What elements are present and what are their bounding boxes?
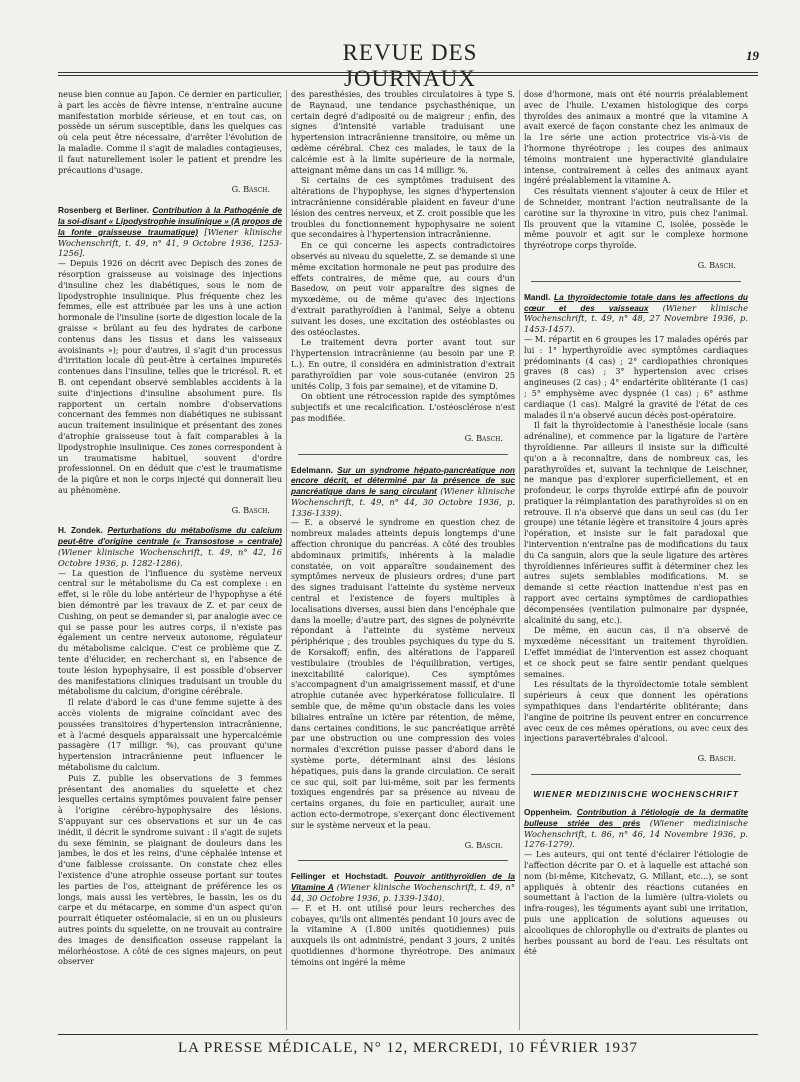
entry-authors: Rosenberg et Berliner. — [58, 205, 149, 216]
paragraph: — F. et H. ont utilisé pour leurs recherches des cobayes, qu'ils ont alimentés pendant 10 jours avec de la vitamine A (1.800 unités quotidiennes) puis auxquels ils ont administré, pendant 3 jours, 2 unités quotidiennes d'hormone thyréotrope. Des animaux témoins ont ingéré la même — [291, 903, 515, 967]
review-entry — [291, 465, 515, 851]
entry-reference: (Wiener klinische Wochenschrift, t. 49, n° 48, 27 Novembre 1936, p. 1453-1457). — [524, 302, 748, 335]
entry-reference: (Wiener medizinische Wochenschrift, t. 86, n° 46, 14 Novembre 1936, p. 1276-1279). — [524, 817, 748, 850]
paragraph: dose d'hormone, mais ont été nourris préalablement avec de l'huile. L'examen histologique des corps thyroïdes des animaux a montré que la vitamine A avait exercé de façon constante chez les animaux de la 1re série une action protectrice vis-à-vis de l'hormone thyréotrope ; les coupes des animaux témoins montraient une hyperactivité glandulaire intense, contrairement à celles des animaux ayant ingéré préalablement la vitamine A. — [524, 90, 748, 186]
paragraph: — Depuis 1926 on décrit avec Depisch des zones de résorption graisseuse au voisinage des injections d'insuline chez les diabétiques, sous le nom de lipodystrophie insulinique. Plus fréquente chez les femmes, elle est attribuée par les uns à une action hormonale de l'insuline (sorte de digestion locale de la graisse « brûlant au feu des hydrates de carbone contenus dans les tissus et dans les vaisseaux avoisinants »); pour d'autres, il s'agit d'un processus d'irritation locale dû peut-être à certaines impuretés contenues dans l'insuline, telles que le tricrésol. R. et B. ont cependant observé semblables accidents à la suite d'injections d'insuline absolument pure. Ils rapportent un certain nombre d'observations concernant des femmes non diabétiques ne subissant aucun traitement insulinique et présentant des zones d'atrophie graisseuse tout à fait comparables à la lipodystrophie insulinique. Ces zones correspondent à un traumatisme habituel, souvent d'ordre professionnel. On en déduit que c'est le traumatisme de la piqûre et non le corps injecté qui donnerait lieu au phénomène. — [58, 259, 282, 495]
entry-reference: (Wiener klinische Wochenschrift, t. 49, n° 42, 16 Octobre 1936, p. 1282-1286). — [58, 547, 282, 568]
column-3 — [524, 90, 748, 1030]
entry-divider — [298, 454, 508, 455]
header-rule-thin — [58, 75, 758, 76]
entry-heading — [291, 465, 515, 519]
entry-heading — [291, 871, 515, 903]
paragraph: Ces résultats viennent s'ajouter à ceux de Hiler et de Schneider, montrant l'action neutralisante de la carotine sur la thyroxine in vitro, puis chez l'animal. Ils prouvent que la vitamine C, isolée, possède le même pouvoir et agit sur le complexe hormone thyréotrope corps thyroïde. — [524, 187, 748, 251]
entry-authors: Oppenheim. — [524, 807, 572, 818]
column-1 — [58, 90, 282, 1030]
paragraph: Il fait la thyroïdectomie à l'anesthésie locale (sans adrénaline), et commence par la ligature de l'artère thyroïdienne. Par ailleurs il insiste sur la difficulté qu'on a à reconnaître, dans de nombreux cas, les parathyroïdes et, suivant la technique de Leischner, ne manque pas d'explorer superficiellement, et en profondeur, le corps thyroïde extirpé afin de pouvoir pratiquer la réimplantation des parathyroïdes si on en retrouve. Il n'a observé que dans un seul cas (du 1er groupe) une tétanie légère et transitoire 4 jours après l'opération, et insiste sur le fait paradoxal que l'intervention n'entraîne pas de modifications du taux du Ca sanguin, alors que la seule ligature des artères thyroïdiennes inférieures suffit à déterminer chez les autres sujets semblables modifications. M. se demande si cette réaction inattendue n'est pas en rapport avec certains symptômes de cardiopathies décompensées (ventilation pulmonaire par dyspnée, alcalinité du sang, etc.). — [524, 421, 748, 625]
entry-heading — [524, 292, 748, 335]
page-number: 19 — [746, 48, 759, 63]
author-signature: G. Basch. — [464, 432, 503, 443]
entry-divider — [531, 774, 741, 775]
paragraph: neuse bien connue au Japon. Ce dernier en particulier, à part les accès de fièvre intense, n'entraîne aucune manifestation morbide sérieuse, et en tout cas, on possède un sérum susceptible, dans les quelques cas où cela peut être nécessaire, d'arrêter l'évolution de la maladie. Comme il s'agit de maladies contagieuses, il faut naturellement isoler le patient et prendre les précautions d'usage. — [58, 90, 282, 175]
author-signature: G. Basch. — [231, 504, 270, 515]
entry-divider — [298, 860, 508, 861]
page-footer: LA PRESSE MÉDICALE, N° 12, MERCREDI, 10 FÉVRIER 1937 — [177, 1040, 639, 1056]
section-title: WIENER MEDIZINISCHE WOCHENSCHRIFT — [533, 789, 739, 800]
paragraph: des paresthésies, des troubles circulatoires à type S. de Raynaud, une tendance psychasthénique, un certain degré d'adiposité ou de maigreur ; enfin, des signes d'intensité variable traduisant une hypertension intracrânienne transitoire, ou même un œdème cérébral. Chez ces malades, le taux de la calcémie est à la limite supérieure de la normale, atteignant même dans un cas 14 milligr. %. — [291, 90, 515, 175]
entry-divider — [531, 281, 741, 282]
review-entry — [524, 292, 748, 764]
entry-title: Pouvoir antithyroïdien de la Vitamine A — [291, 871, 515, 893]
paragraph: On obtient une rétrocession rapide des symptômes subjectifs et une recalcification. L'ostéosclérose n'est pas modifiée. — [291, 392, 515, 423]
entry-title: Sur un syndrome hépato-pancréatique non encore décrit, et déterminé par la présence de suc pancréatique dans le sang circulant — [291, 464, 515, 497]
entry-reference: (Wiener klinische Wochenschrift, t. 49, n° 44, 30 Octobre 1936, p. 1336-1339). — [291, 486, 515, 518]
column-divider — [286, 90, 287, 1030]
paragraph: — M. répartit en 6 groupes les 17 malades opérés par lui : 1° hyperthyroïdie avec symptômes cardiaques prédominants (4 cas) ; 2° cardiopathies chroniques graves (8 cas) ; 3° hypertension avec crises angineuses (2 cas) ; 4° endartérite oblitérante (1 cas) ; 5° emphysème avec dyspnée (1 cas) ; 6° asthme cardiaque (1 cas). Malgré la gravité de l'état de ces malades il n'a observé aucun décès post-opératoire. — [524, 334, 748, 420]
paragraph: De même, en aucun cas, il n'a observé de myxœdème nécessitant un traitement thyroïdien. L'effet immédiat de l'intervention est assez choquant et ce shock peut se faire sentir pendant quelques semaines. — [524, 626, 748, 679]
review-entry — [58, 205, 282, 515]
entry-title: Contribution à l'étiologie de la dermatite bulleuse striée des prés — [524, 807, 748, 828]
paragraph: Puis Z. publie les observations de 3 femmes présentant des anomalies du squelette et chez lesquelles certains symptômes pouvaient faire penser à l'origine cérébro-hypophysaire des lésions. S'appuyant sur ces observations et sur un 4e cas inédit, il décrit le syndrome suivant : il s'agit de sujets du sexe féminin, se plaignant de douleurs dans les jambes, le dos et les reins, d'une céphalée intense et d'une faiblesse croissante. On constate chez elles l'existence d'une atrophie osseuse portant sur toutes les parties de l'os, atteignant de préférence les os longs, mais aussi les vertèbres, le bassin, les os du carpe et du métacarpe, en somme d'un aspect qu'on pourrait étiqueter ostéomalacie, si en un ou plusieurs autres points du squelette, on ne trouvait au contraire des images de densification osseuse rappelant la mélorhéostose. A côté de ces signes majeurs, on peut observer — [58, 773, 282, 967]
entry-authors: Fellinger et Hochstadt. — [291, 871, 389, 882]
entry-heading — [58, 205, 282, 259]
paragraph: Il relate d'abord le cas d'une femme sujette à des accès violents de migraine coïncidant avec des poussées transitoires d'hypertension intracrânienne, et à l'acmé desquels apparaissait une hypercalcémie passagère (17 milligr. %), cas prouvant qu'une hypertension intracrânienne peut influencer le métabolisme du calcium. — [58, 698, 282, 773]
text-columns — [58, 90, 758, 1030]
column-2 — [291, 90, 515, 1030]
author-signature: G. Basch. — [697, 259, 736, 270]
entry-authors: H. Zondek. — [58, 525, 103, 536]
review-entry — [524, 807, 748, 958]
entry-title: Perturbations du métabolisme du calcium peut-être d'origine centrale (« Transostose » centrale) — [58, 525, 282, 547]
author-signature: G. Basch. — [464, 839, 503, 850]
paragraph: — La question de l'influence du système nerveux central sur le métabolisme du Ca est complexe : en effet, si le rôle du lobe antérieur de l'hypophyse a été bien démontré par les travaux de Z. et par ceux de Cushing, on peut se demander si, par analogie avec ce qui se passe pour les autres corps, il n'existe pas également un centre nerveux autonome, régulateur du métabolisme calcique. C'est ce problème que Z. tente d'élucider, en recherchant si, en l'absence de toute lésion hypophysaire, il est possible d'observer des manifestations cliniques traduisant un trouble du métabolisme du calcium, d'origine cérébrale. — [58, 568, 282, 697]
entry-heading — [58, 525, 282, 568]
entry-reference: [Wiener klinische Wochenschrift, t. 49, n° 41, 9 Octobre 1936, 1253-1256]. — [58, 226, 282, 259]
paragraph: — E. a observé le syndrome en question chez de nombreux malades atteints depuis longtemps d'une affection chronique du pancréas. A côté des troubles abdominaux primitifs, inhérents à la maladie constatée, on voit apparaître soudainement des symptômes nerveux de plusieurs ordres; d'une part des signes traduisant l'atteinte du système nerveux central et l'existence de foyers multiples à localisations diverses, aussi bien dans l'encéphale que dans la moelle; d'autre part, des signes de polynévrite répondant à l'atteinte du système nerveux périphérique ; des troubles psychiques du type du S. de Korsakoff; enfin, des altérations de l'appareil vestibulaire (troubles de l'équilibration, vertiges, inexcitabilité calorique). Ces symptômes s'accompagnent d'un amaigrissement massif, et d'une atrophie cutanée avec hyperkératose folliculaire. Il semble que, de même qu'un obstacle dans les voies biliaires entraîne un ictère par rétention, de même, dans certaines conditions, le suc pancréatique arrêté par une obstruction ou une compression des voies normales d'excrétion puisse passer d'abord dans le système porte, déterminant ainsi des lésions hépatiques, puis dans la grande circulation. Ce serait ce suc qui, soit par lui-même, soit par les ferments toxiques engendrés par sa présence au niveau de certains organes, du foie en particulier, aurait une action ecto-dermotrope, s'exerçant donc électivement sur le système nerveux et la peau. — [291, 518, 515, 830]
entry-title: Contribution à la Pathogénie de la soi-disant « Lipodystrophie insulinique » (A propos de la fonte graisseuse traumatique) — [58, 205, 282, 237]
column-divider — [519, 90, 520, 1030]
entry-reference: (Wiener klinische Wochenschrift, t. 49, n° 44, 30 Octobre 1936, p. 1339-1340). — [291, 882, 515, 903]
author-signature: G. Basch. — [697, 753, 736, 764]
entry-authors: Mandl. — [524, 291, 551, 302]
review-entry — [291, 871, 515, 968]
author-signature: G. Basch. — [231, 184, 270, 195]
paragraph: Si certains de ces symptômes traduisent des altérations de l'hypophyse, les signes d'hypertension intracrânienne considérable plaident en faveur d'une lésion des centres nerveux, et Z. croit possible que les troubles du fonctionnement hypophysaire ne soient que secondaires à l'hypertension intracrânienne. — [291, 176, 515, 240]
page-header-title: REVUE DES JOURNAUX — [342, 40, 478, 91]
entry-authors: Edelmann. — [291, 464, 333, 475]
footer-rule — [58, 1034, 758, 1035]
paragraph: En ce qui concerne les aspects contradictoires observés au niveau du squelette, Z. se demande si une même excitation hormonale ne peut pas produire des effets contraires, de même que, au cours d'un Basedow, on peut voir apparaître des signes de myxœdème, ou de même qu'avec des injections d'extrait parathyroïdien à l'animal, Selye a obtenu suivant les doses, une excitation des ostéoblastes ou des ostéoclastes. — [291, 241, 515, 337]
paragraph: Les résultats de la thyroïdectomie totale semblent supérieurs à ceux que donnent les opérations sympathiques dans l'endartérite oblitérante; dans l'angine de poitrine ils peuvent entrer en concurrence avec ceux de ces mêmes opérations, ou avec ceux des injections paravertébrales d'alcool. — [524, 680, 748, 744]
entry-title: La thyroïdectomie totale dans les affections du cœur et des vaisseaux — [524, 291, 748, 313]
review-entry — [58, 525, 282, 968]
header-rule — [58, 72, 758, 73]
paragraph: — Les auteurs, qui ont tenté d'éclairer l'étiologie de l'affection décrite par O. et à laquelle est attaché son nom (bi-même, Kitchevatz, G. Millant, etc...), se sont appliqués à obtenir des réactions cutanées en soumettant à l'action de la lumière (ultra-violets ou infra-rouges), les téguments ayant subi une irritation, puis une application de solutions aqueuses ou alcooliques de chlorophylle ou d'extraits de plantes ou herbes poussant au bord de l'eau. Les résultats ont été — [524, 850, 748, 957]
entry-heading — [524, 807, 748, 850]
paragraph: Le traitement devra porter avant tout sur l'hypertension intracrânienne (au besoin par une P. L.). En outre, il considéra en administration d'extrait parathyroïdien par voie sous-cutanée (environ 25 unités Colip, 3 fois par semaine), et de vitamine D. — [291, 338, 515, 391]
